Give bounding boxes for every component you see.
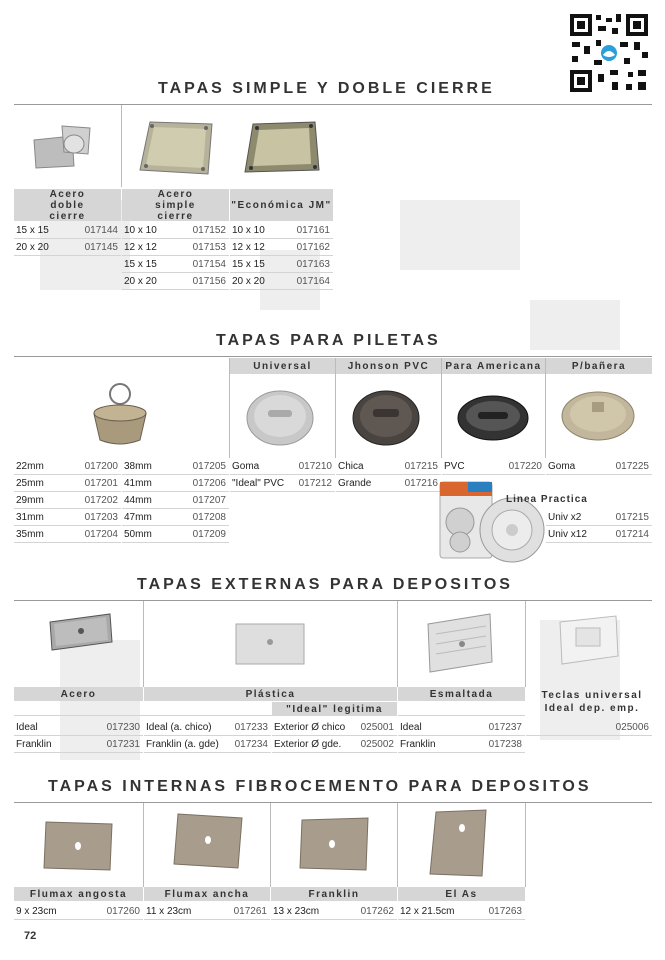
header-franklin: Franklin bbox=[271, 887, 397, 901]
header-plastica: Plástica bbox=[144, 687, 397, 701]
table-row: Goma 017225 bbox=[546, 458, 652, 475]
product-photo-banera bbox=[560, 388, 636, 444]
table-row: 10 x 10 017161 bbox=[230, 222, 333, 239]
section-rule bbox=[14, 802, 652, 803]
header-flumax-ancha: Flumax ancha bbox=[144, 887, 270, 901]
product-photo-ext-acero bbox=[44, 612, 116, 652]
divider bbox=[525, 601, 526, 687]
header-para-americana: Para Americana bbox=[442, 358, 545, 374]
table-row: Ideal (a. chico) 017233 bbox=[144, 719, 271, 736]
qr-code-icon[interactable] bbox=[568, 12, 650, 94]
table-row: 50mm 017209 bbox=[122, 526, 229, 543]
section-rule bbox=[14, 356, 652, 357]
section-title-simple-doble: TAPAS SIMPLE Y DOBLE CIERRE bbox=[158, 80, 495, 97]
header-acero-simple-cierre: Acero simple cierre bbox=[122, 189, 229, 221]
table-row: Chica 017215 bbox=[336, 458, 441, 475]
table-row: 13 x 23cm 017262 bbox=[271, 903, 397, 920]
table-row: PVC 017220 bbox=[442, 458, 545, 475]
divider bbox=[335, 358, 336, 458]
table-row: 12 x 21.5cm 017263 bbox=[398, 903, 525, 920]
table-row: Ideal 017230 bbox=[14, 719, 143, 736]
header-spacer bbox=[14, 702, 272, 716]
linea-practica-title: Linea Practica bbox=[506, 494, 588, 505]
table-row: 15 x 15 017154 bbox=[122, 256, 229, 273]
table-row: 025006 bbox=[526, 719, 652, 736]
table-row: 15 x 15 017163 bbox=[230, 256, 333, 273]
product-photo-ext-esmaltada bbox=[424, 612, 496, 676]
table-row: Goma 017210 bbox=[230, 458, 335, 475]
table-row: 15 x 15 017144 bbox=[14, 222, 121, 239]
table-row: 38mm 017205 bbox=[122, 458, 229, 475]
product-photo-acero-doble bbox=[28, 122, 98, 172]
divider bbox=[143, 601, 144, 687]
page-number: 72 bbox=[24, 930, 37, 942]
product-photo-jhonson bbox=[350, 388, 422, 448]
divider bbox=[397, 601, 398, 687]
section-title-externas: TAPAS EXTERNAS PARA DEPOSITOS bbox=[137, 576, 513, 593]
divider bbox=[525, 803, 526, 887]
product-photo-universal bbox=[244, 388, 316, 448]
table-row: Franklin 017238 bbox=[398, 736, 525, 753]
product-photo-ext-plastica bbox=[232, 620, 308, 668]
table-row: 29mm 017202 bbox=[14, 492, 121, 509]
divider bbox=[270, 803, 271, 887]
table-row: 11 x 23cm 017261 bbox=[144, 903, 270, 920]
header-p-banera: P/bañera bbox=[546, 358, 652, 374]
table-row: 41mm 017206 bbox=[122, 475, 229, 492]
table-row: 47mm 017208 bbox=[122, 509, 229, 526]
header-teclas-universal: Teclas universal Ideal dep. emp. bbox=[541, 690, 643, 714]
section-title-piletas: TAPAS PARA PILETAS bbox=[216, 332, 441, 349]
header-esmaltada: Esmaltada bbox=[398, 687, 525, 701]
header-acero: Acero bbox=[14, 687, 143, 701]
product-photo-americana bbox=[456, 392, 530, 444]
product-photo-economica bbox=[243, 118, 321, 176]
divider bbox=[121, 105, 122, 187]
table-row: 31mm 017203 bbox=[14, 509, 121, 526]
table-row: Franklin (a. gde) 017234 bbox=[144, 736, 271, 753]
table-row: Exterior Ø chico 025001 bbox=[272, 719, 397, 736]
table-row: 20 x 20 017156 bbox=[122, 273, 229, 290]
header-spacer bbox=[398, 702, 525, 716]
table-row: Univ x12 017214 bbox=[546, 526, 652, 543]
table-row: Ideal 017237 bbox=[398, 719, 525, 736]
product-photo-linea-practica bbox=[432, 478, 548, 568]
product-photo-teclas bbox=[554, 612, 626, 670]
header-ideal-legitima: "Ideal" legitima bbox=[272, 702, 397, 716]
product-photo-tapon-goma bbox=[86, 380, 154, 450]
divider bbox=[441, 358, 442, 458]
header-jhonson-pvc: Jhonson PVC bbox=[336, 358, 441, 374]
table-row: 25mm 017201 bbox=[14, 475, 121, 492]
header-economica-jm: "Económica JM" bbox=[230, 189, 333, 221]
divider bbox=[545, 358, 546, 458]
table-row: Exterior Ø gde. 025002 bbox=[272, 736, 397, 753]
product-photo-flumax-ancha bbox=[170, 810, 246, 872]
table-row: 12 x 12 017153 bbox=[122, 239, 229, 256]
divider bbox=[397, 803, 398, 887]
section-rule bbox=[14, 104, 652, 105]
header-flumax-angosta: Flumax angosta bbox=[14, 887, 143, 901]
section-rule bbox=[14, 600, 652, 601]
product-photo-flumax-angosta bbox=[40, 818, 116, 874]
table-row: 10 x 10 017152 bbox=[122, 222, 229, 239]
table-row: 44mm 017207 bbox=[122, 492, 229, 509]
table-row: 22mm 017200 bbox=[14, 458, 121, 475]
product-photo-acero-simple bbox=[136, 118, 216, 178]
divider bbox=[143, 803, 144, 887]
header-acero-doble-cierre: Acero doble cierre bbox=[14, 189, 121, 221]
product-photo-franklin-int bbox=[296, 814, 372, 874]
table-row: Franklin 017231 bbox=[14, 736, 143, 753]
header-universal: Universal bbox=[230, 358, 335, 374]
table-row: 20 x 20 017145 bbox=[14, 239, 121, 256]
table-row: "Ideal" PVC 017212 bbox=[230, 475, 335, 492]
table-row: 20 x 20 017164 bbox=[230, 273, 333, 290]
table-row: 12 x 12 017162 bbox=[230, 239, 333, 256]
product-photo-el-as bbox=[426, 808, 492, 880]
table-row: Grande 017216 bbox=[336, 475, 441, 492]
table-row: Univ x2 017215 bbox=[546, 509, 652, 526]
header-el-as: El As bbox=[398, 887, 525, 901]
table-row: 35mm 017204 bbox=[14, 526, 121, 543]
divider bbox=[229, 358, 230, 458]
table-row: 9 x 23cm 017260 bbox=[14, 903, 143, 920]
section-title-internas: TAPAS INTERNAS FIBROCEMENTO PARA DEPOSITOS bbox=[48, 778, 592, 795]
